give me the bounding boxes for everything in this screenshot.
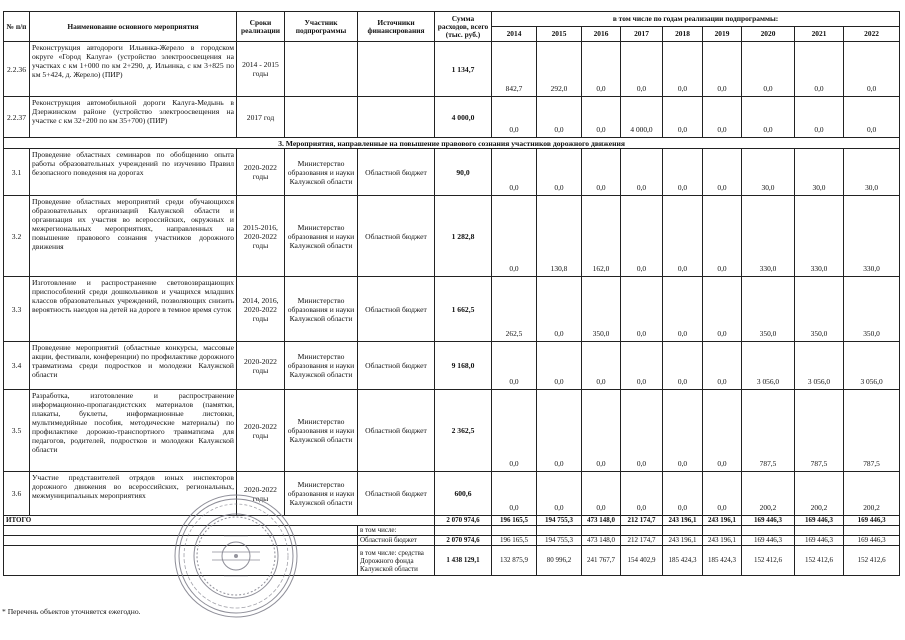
row-year-value: 0,0	[663, 42, 703, 97]
header-terms: Сроки реализации	[237, 12, 285, 42]
row-year-value: 0,0	[621, 42, 663, 97]
itogo-incl-label: в том числе:	[358, 526, 435, 536]
table-row	[4, 277, 900, 342]
row-year-value: 0,0	[663, 196, 703, 277]
row-number: 2.2.37	[4, 97, 30, 138]
header-year-2017: 2017	[621, 27, 663, 42]
row-total: 9 168,0	[435, 342, 492, 390]
section-title: 3. Мероприятия, направленные на повышение правового сознания участников дорожного движения	[4, 138, 900, 149]
row-year-value: 0,0	[663, 390, 703, 472]
row-year-value: 350,0	[582, 277, 621, 342]
row-year-value: 0,0	[663, 97, 703, 138]
table-row	[4, 42, 900, 97]
row-year-value: 0,0	[537, 472, 582, 516]
blank-cell	[844, 526, 900, 536]
blank-cell	[435, 526, 492, 536]
row-year-value: 0,0	[492, 97, 537, 138]
row-year-value: 330,0	[742, 196, 795, 277]
header-year-2020: 2020	[742, 27, 795, 42]
header-sources: Источники финансирования	[358, 12, 435, 42]
row-year-value: 0,0	[537, 390, 582, 472]
header-year-2021: 2021	[795, 27, 844, 42]
table-row	[4, 196, 900, 277]
row-participant	[285, 97, 358, 138]
row-year-value: 3 056,0	[844, 342, 900, 390]
row-year-value: 3 056,0	[795, 342, 844, 390]
row-year-value: 0,0	[582, 342, 621, 390]
table-row	[4, 390, 900, 472]
itogo-oblast-label: Областной бюджет	[358, 536, 435, 546]
itogo-oblast-year: 169 446,3	[844, 536, 900, 546]
row-term: 2020-2022 годы	[237, 149, 285, 196]
row-year-value: 0,0	[663, 149, 703, 196]
itogo-fund-year: 80 996,2	[537, 546, 582, 576]
row-year-value: 0,0	[844, 42, 900, 97]
row-year-value: 0,0	[703, 390, 742, 472]
itogo-fund-year: 152 412,6	[742, 546, 795, 576]
row-year-value: 0,0	[742, 97, 795, 138]
itogo-fund-year: 132 875,9	[492, 546, 537, 576]
itogo-oblast-year: 212 174,7	[621, 536, 663, 546]
itogo-fund-year: 185 424,3	[703, 546, 742, 576]
row-year-value: 350,0	[844, 277, 900, 342]
row-year-value: 30,0	[795, 149, 844, 196]
row-total: 2 362,5	[435, 390, 492, 472]
itogo-row	[4, 516, 900, 526]
itogo-year-value: 169 446,3	[795, 516, 844, 526]
row-name: Разработка, изготовление и распространение информационно-пропагандистских материалов (памятки, плакаты, буклеты, информационные листовки, мультимедийные пособия, методические материалы) по профилактике дорожно-транспортного травматизма для педагогов, родителей, подростков и молодежи Калужской области	[30, 390, 237, 472]
row-total: 1 282,8	[435, 196, 492, 277]
row-source: Областной бюджет	[358, 472, 435, 516]
row-total: 90,0	[435, 149, 492, 196]
row-number: 2.2.36	[4, 42, 30, 97]
table-row	[4, 342, 900, 390]
row-year-value: 200,2	[795, 472, 844, 516]
row-total: 600,6	[435, 472, 492, 516]
row-source	[358, 42, 435, 97]
row-year-value: 0,0	[492, 342, 537, 390]
itogo-fund-year: 154 402,9	[621, 546, 663, 576]
row-name: Реконструкция автомобильной дороги Калуга-Медынь в Дзержинском районе (устройство электроосвещения на участке с км 32+200 по км 35+700) (ПИР)	[30, 97, 237, 138]
blank-cell	[621, 526, 663, 536]
row-name: Участие представителей отрядов юных инспекторов дорожного движения во всероссийских, региональных, межмуниципальных мероприятиях	[30, 472, 237, 516]
row-source: Областной бюджет	[358, 277, 435, 342]
row-year-value: 200,2	[844, 472, 900, 516]
row-year-value: 0,0	[492, 149, 537, 196]
itogo-oblast-total: 2 070 974,6	[435, 536, 492, 546]
row-participant	[285, 42, 358, 97]
row-year-value: 262,5	[492, 277, 537, 342]
row-year-value: 0,0	[621, 472, 663, 516]
blank-cell	[582, 526, 621, 536]
row-year-value: 0,0	[537, 97, 582, 138]
row-source: Областной бюджет	[358, 196, 435, 277]
row-total: 1 134,7	[435, 42, 492, 97]
itogo-label: ИТОГО	[4, 516, 435, 526]
official-seal	[172, 492, 300, 620]
row-year-value: 0,0	[582, 42, 621, 97]
itogo-year-value: 196 165,5	[492, 516, 537, 526]
blank-cell	[663, 526, 703, 536]
itogo-oblast-year: 243 196,1	[663, 536, 703, 546]
itogo-oblast-year: 473 148,0	[582, 536, 621, 546]
row-participant: Министерство образования и науки Калужской области	[285, 472, 358, 516]
row-year-value: 842,7	[492, 42, 537, 97]
header-name: Наименование основного мероприятия	[30, 12, 237, 42]
row-term: 2014 - 2015 годы	[237, 42, 285, 97]
row-year-value: 787,5	[795, 390, 844, 472]
row-year-value: 330,0	[844, 196, 900, 277]
itogo-year-value: 169 446,3	[844, 516, 900, 526]
row-name: Реконструкция автодороги Ильинка-Жерело в городском округе «Город Калуга» (устройство электроосвещения на участках с км 1+000 по км 2+290, д. Ильинка, с км 3+825 по км 5+424, д. Жерело) (ПИР)	[30, 42, 237, 97]
row-source: Областной бюджет	[358, 390, 435, 472]
row-year-value: 350,0	[742, 277, 795, 342]
header-year-2019: 2019	[703, 27, 742, 42]
row-year-value: 3 056,0	[742, 342, 795, 390]
page	[3, 11, 899, 576]
row-participant: Министерство образования и науки Калужской области	[285, 277, 358, 342]
itogo-year-value: 194 755,3	[537, 516, 582, 526]
row-year-value: 0,0	[621, 390, 663, 472]
row-year-value: 0,0	[795, 42, 844, 97]
row-term: 2020-2022 годы	[237, 390, 285, 472]
row-year-value: 787,5	[844, 390, 900, 472]
row-source: Областной бюджет	[358, 149, 435, 196]
row-year-value: 0,0	[582, 149, 621, 196]
row-year-value: 787,5	[742, 390, 795, 472]
row-year-value: 292,0	[537, 42, 582, 97]
row-year-value: 350,0	[795, 277, 844, 342]
row-year-value: 0,0	[537, 342, 582, 390]
row-source: Областной бюджет	[358, 342, 435, 390]
footnote: * Перечень объектов уточняется ежегодно.	[2, 607, 141, 616]
blank-cell	[537, 526, 582, 536]
row-year-value: 0,0	[492, 390, 537, 472]
itogo-year-value: 243 196,1	[703, 516, 742, 526]
itogo-oblast-year: 169 446,3	[795, 536, 844, 546]
row-year-value: 0,0	[621, 342, 663, 390]
row-number: 3.2	[4, 196, 30, 277]
row-year-value: 0,0	[663, 277, 703, 342]
itogo-incl-row	[4, 526, 900, 536]
row-term: 2020-2022 годы	[237, 472, 285, 516]
itogo-year-value: 169 446,3	[742, 516, 795, 526]
row-year-value: 0,0	[703, 277, 742, 342]
row-term: 2014, 2016, 2020-2022 годы	[237, 277, 285, 342]
row-term: 2015-2016, 2020-2022 годы	[237, 196, 285, 277]
row-year-value: 0,0	[663, 342, 703, 390]
itogo-fund-year: 185 424,3	[663, 546, 703, 576]
itogo-oblast-year: 169 446,3	[742, 536, 795, 546]
row-name: Проведение областных мероприятий среди обучающихся образовательных организаций Калужской области и организация их участия во всероссийских, окружных и межрегиональных мероприятиях, направленных на повышение правового сознания участников дорожного движения	[30, 196, 237, 277]
header-sum: Сумма расходов, всего (тыс. руб.)	[435, 12, 492, 42]
row-year-value: 0,0	[621, 149, 663, 196]
row-total: 1 662,5	[435, 277, 492, 342]
header-num: № п/п	[4, 12, 30, 42]
row-year-value: 30,0	[844, 149, 900, 196]
row-source	[358, 97, 435, 138]
row-year-value: 0,0	[795, 97, 844, 138]
itogo-oblast-year: 194 755,3	[537, 536, 582, 546]
itogo-oblast-year: 196 165,5	[492, 536, 537, 546]
table-row	[4, 472, 900, 516]
row-year-value: 0,0	[582, 390, 621, 472]
itogo-fund-total: 1 438 129,1	[435, 546, 492, 576]
header-year-2016: 2016	[582, 27, 621, 42]
blank-cell	[703, 526, 742, 536]
blank-cell	[795, 526, 844, 536]
row-number: 3.6	[4, 472, 30, 516]
blank-cell	[742, 526, 795, 536]
row-total: 4 000,0	[435, 97, 492, 138]
header-year-2015: 2015	[537, 27, 582, 42]
row-year-value: 0,0	[621, 196, 663, 277]
header-participant: Участник подпрограммы	[285, 12, 358, 42]
itogo-fund-year: 241 767,7	[582, 546, 621, 576]
itogo-oblast-year: 243 196,1	[703, 536, 742, 546]
itogo-fund-row	[4, 546, 900, 576]
itogo-oblast-row	[4, 536, 900, 546]
row-term: 2020-2022 годы	[237, 342, 285, 390]
row-year-value: 0,0	[742, 42, 795, 97]
program-table	[3, 11, 900, 576]
row-participant: Министерство образования и науки Калужской области	[285, 342, 358, 390]
row-year-value: 0,0	[703, 472, 742, 516]
row-year-value: 0,0	[582, 472, 621, 516]
itogo-fund-year: 152 412,6	[844, 546, 900, 576]
section-row	[4, 138, 900, 149]
row-participant: Министерство образования и науки Калужской области	[285, 390, 358, 472]
row-year-value: 0,0	[582, 97, 621, 138]
table-row	[4, 97, 900, 138]
row-year-value: 162,0	[582, 196, 621, 277]
row-number: 3.4	[4, 342, 30, 390]
row-year-value: 4 000,0	[621, 97, 663, 138]
row-year-value: 30,0	[742, 149, 795, 196]
row-number: 3.1	[4, 149, 30, 196]
itogo-year-value: 473 148,0	[582, 516, 621, 526]
blank-cell	[492, 526, 537, 536]
row-year-value: 0,0	[492, 196, 537, 277]
row-number: 3.3	[4, 277, 30, 342]
row-year-value: 200,2	[742, 472, 795, 516]
header-year-2018: 2018	[663, 27, 703, 42]
row-name: Изготовление и распространение световозвращающих приспособлений среди дошкольников и учащихся младших классов образовательных учреждений, позволяющих снизить вероятность наездов на детей на дороге в темное время суток	[30, 277, 237, 342]
row-year-value: 0,0	[703, 42, 742, 97]
row-year-value: 0,0	[537, 149, 582, 196]
row-year-value: 0,0	[621, 277, 663, 342]
header-year-2022: 2022	[844, 27, 900, 42]
itogo-fund-label: в том числе: средства Дорожного фонда Калужской области	[358, 546, 435, 576]
row-year-value: 0,0	[703, 149, 742, 196]
itogo-total: 2 070 974,6	[435, 516, 492, 526]
row-year-value: 0,0	[703, 97, 742, 138]
row-year-value: 0,0	[537, 277, 582, 342]
row-year-value: 0,0	[703, 342, 742, 390]
header-years-group: в том числе по годам реализации подпрограммы:	[492, 12, 900, 27]
row-participant: Министерство образования и науки Калужской области	[285, 149, 358, 196]
row-term: 2017 год	[237, 97, 285, 138]
row-year-value: 130,8	[537, 196, 582, 277]
row-participant: Министерство образования и науки Калужской области	[285, 196, 358, 277]
row-year-value: 330,0	[795, 196, 844, 277]
itogo-year-value: 212 174,7	[621, 516, 663, 526]
itogo-year-value: 243 196,1	[663, 516, 703, 526]
row-year-value: 0,0	[844, 97, 900, 138]
table-row	[4, 149, 900, 196]
row-number: 3.5	[4, 390, 30, 472]
header-year-2014: 2014	[492, 27, 537, 42]
itogo-fund-year: 152 412,6	[795, 546, 844, 576]
row-year-value: 0,0	[492, 472, 537, 516]
row-name: Проведение мероприятий (областные конкурсы, массовые акции, фестивали, конференции) по профилактике дорожного травматизма среди подростков и молодежи Калужской области	[30, 342, 237, 390]
row-year-value: 0,0	[663, 472, 703, 516]
row-name: Проведение областных семинаров по обобщению опыта работы образовательных учреждений по изучению Правил безопасного поведения на дорогах	[30, 149, 237, 196]
row-year-value: 0,0	[703, 196, 742, 277]
